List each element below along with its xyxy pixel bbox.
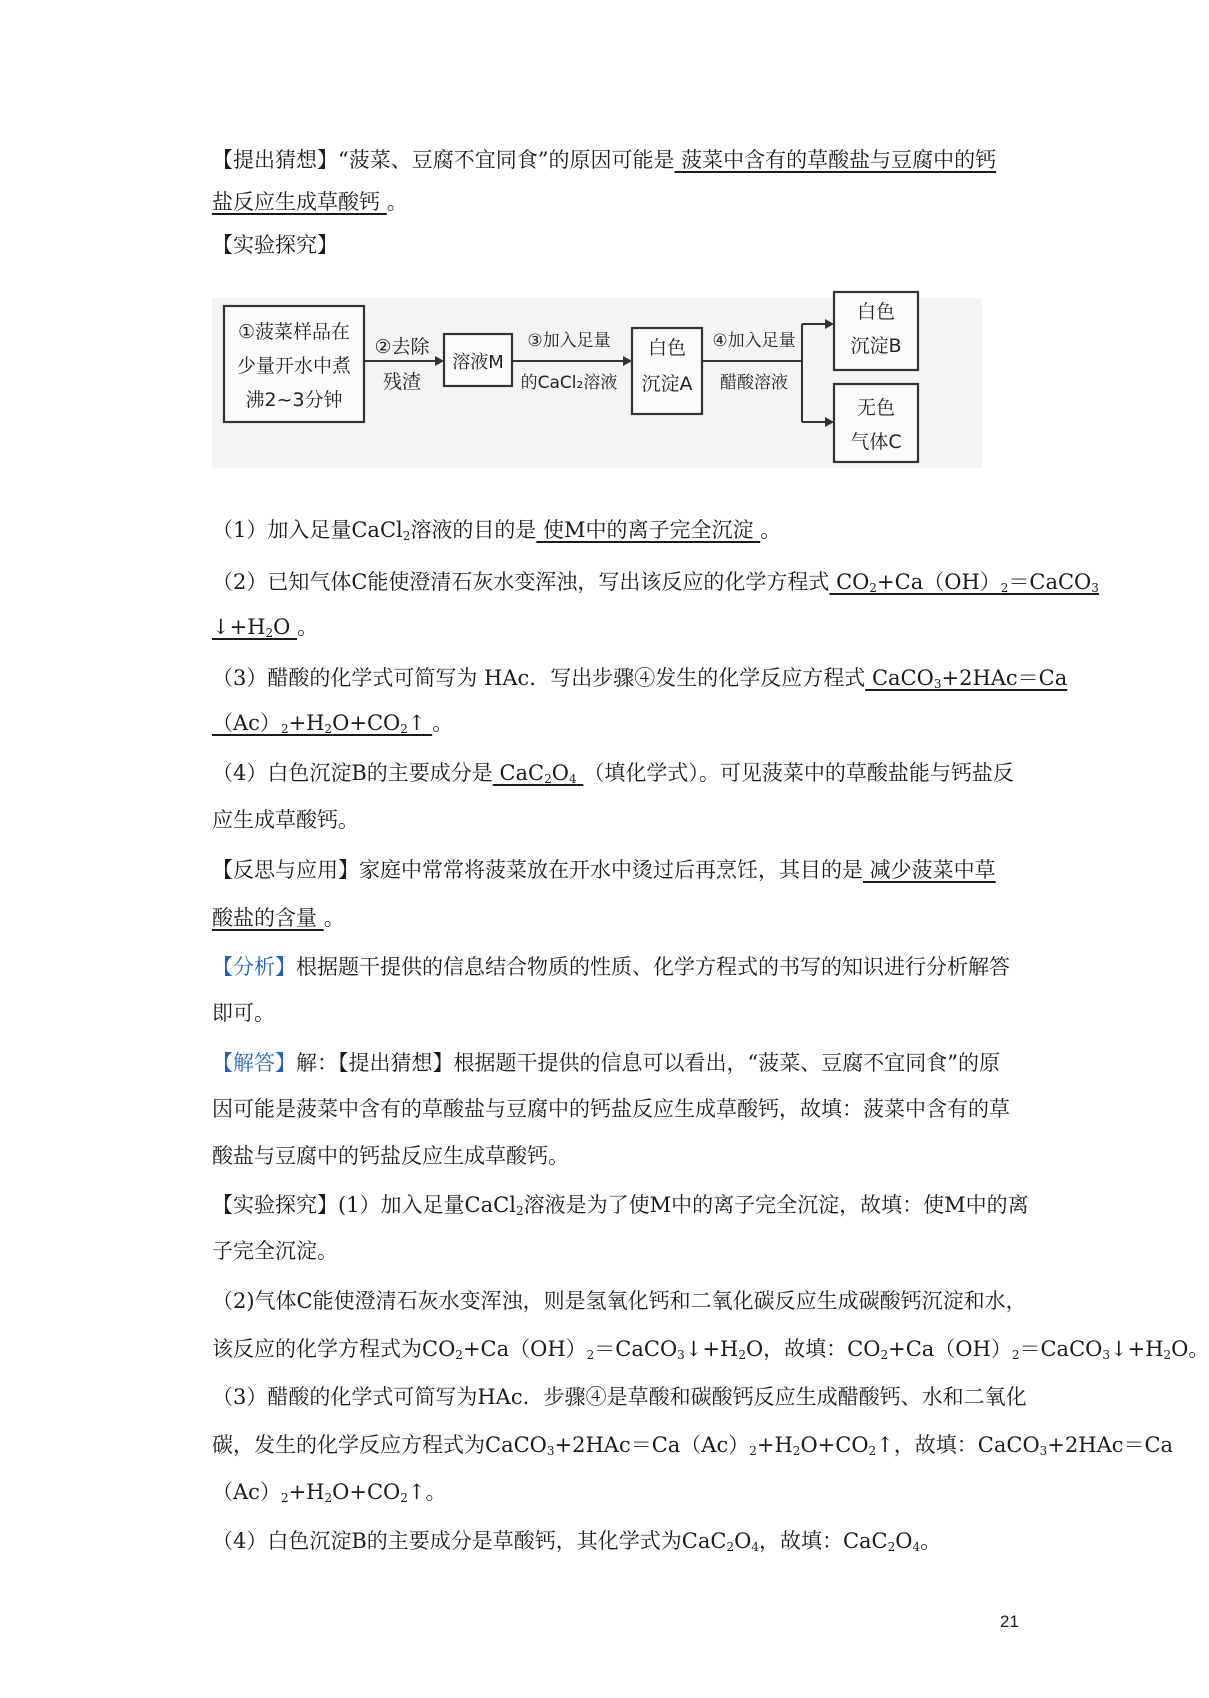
precipitate-b-line-1: 白色	[856, 301, 896, 323]
solution-3-line-2	[212, 1430, 1173, 1460]
subscript: 2	[1163, 1348, 1172, 1362]
solution-3-line-3	[212, 1477, 447, 1507]
subscript: 2	[455, 1348, 463, 1362]
q4-answer-part: CaC	[492, 761, 545, 785]
solution-text: （Ac）	[212, 1480, 281, 1504]
punctuation: 。	[760, 518, 782, 542]
solution-text: ↑。	[407, 1480, 447, 1504]
punctuation: 。	[386, 190, 408, 214]
solution-text: ↓+H	[1110, 1337, 1164, 1361]
experiment-label: 【实验探究】	[212, 233, 338, 257]
solution-text: +2HAc＝Ca	[1047, 1433, 1174, 1457]
subscript: 2	[792, 1444, 801, 1458]
step3-top-label: ③加入足量	[527, 331, 611, 351]
q4-text: （4）白色沉淀B的主要成分是	[212, 761, 493, 785]
solution-text: O	[895, 1529, 913, 1553]
gas-c-line-2: 气体C	[850, 431, 902, 453]
solution-text: +H	[288, 1480, 325, 1504]
solution-text: 解：【提出猜想】根据题干提供的信息可以看出，“菠菜、豆腐不宜同食”的原	[296, 1051, 1000, 1075]
q3-answer-part: O+CO	[332, 711, 401, 735]
step1-line-1: ①菠菜样品在	[237, 321, 351, 343]
solution-exp-1	[212, 1190, 1029, 1220]
question-2-line-2	[212, 612, 318, 642]
question-3-line-1	[212, 663, 1067, 693]
subscript: 2	[887, 1540, 896, 1554]
subscript: 3	[1091, 581, 1099, 595]
step2-line-1: ②去除	[374, 336, 430, 358]
analysis-text: 根据题干提供的信息结合物质的性质、化学方程式的书写的知识进行分析解答	[296, 955, 1010, 979]
q2-answer-cont	[212, 615, 297, 639]
q3-text: （3）醋酸的化学式可简写为 HAc．写出步骤④发生的化学反应方程式	[212, 666, 866, 690]
solution-line-2: 因可能是菠菜中含有的草酸盐与豆腐中的钙盐反应生成草酸钙，故填：菠菜中含有的草	[212, 1097, 1010, 1121]
solution-2-line-1: （2)气体C能使澄清石灰水变浑浊，则是氢氧化钙和二氧化碳反应生成碳酸钙沉淀和水，	[212, 1289, 1027, 1313]
q2-text: （2）已知气体C能使澄清石灰水变浑浊，写出该反应的化学方程式	[212, 570, 830, 594]
subscript: 2	[324, 722, 333, 736]
q1-text: （1）加入足量CaCl	[212, 518, 403, 542]
solution-text: ＝CaCO	[594, 1337, 678, 1361]
solution-text: O+CO	[332, 1480, 401, 1504]
solution-line-1	[212, 1048, 1000, 1078]
subscript: 2	[1011, 1348, 1020, 1362]
q2-answer	[829, 570, 1098, 594]
q3-answer-part: （Ac）	[212, 711, 281, 735]
hypothesis-text: “菠菜、豆腐不宜同食”的原因可能是	[338, 148, 675, 172]
subscript: 2	[280, 722, 289, 736]
reflection-line-1	[212, 855, 996, 885]
solution-text: O	[734, 1529, 752, 1553]
question-3-line-2	[212, 708, 453, 738]
solution-text: ＝CaCO	[1019, 1337, 1103, 1361]
solution-text: ，故填：CaC	[758, 1529, 888, 1553]
subscript: 4	[912, 1540, 921, 1554]
solution-text: 该反应的化学方程式为CO	[212, 1337, 456, 1361]
reflection-line-2	[212, 903, 345, 933]
punctuation: 。	[297, 615, 319, 639]
section-label: 【提出猜想】	[212, 148, 338, 172]
subscript: 3	[677, 1348, 685, 1362]
reflection-text: 【反思与应用】家庭中常常将菠菜放在开水中烫过后再烹饪，其目的是	[212, 858, 863, 882]
question-1	[212, 515, 781, 545]
subscript: 2	[265, 626, 274, 640]
q4-text-2: （填化学式）。可见菠菜中的草酸盐能与钙盐反	[583, 761, 1014, 785]
step4-top-label: ④加入足量	[712, 331, 796, 351]
page-number: 21	[1000, 1612, 1019, 1631]
q1-answer: 使M中的离子完全沉淀	[536, 518, 761, 542]
hypothesis-line-1	[212, 145, 996, 175]
subscript: 2	[402, 529, 411, 543]
step1-line-3: 沸2~3分钟	[245, 389, 343, 411]
analysis-label: 【分析】	[212, 955, 296, 979]
solution-text: +H	[756, 1433, 793, 1457]
subscript: 2	[726, 1540, 735, 1554]
solution-text: O+CO	[800, 1433, 869, 1457]
step2-line-2: 残渣	[382, 371, 422, 393]
solution-text: +Ca（OH）	[888, 1337, 1012, 1361]
hypothesis-line-2	[212, 187, 408, 217]
gas-c-line-1: 无色	[856, 397, 896, 419]
question-2-line-1	[212, 567, 1099, 597]
precipitate-a-line-2: 沉淀A	[641, 373, 693, 395]
step3-bottom-label: 的CaCl₂溶液	[520, 373, 618, 393]
subscript: 2	[544, 772, 552, 786]
solution-exp-2: 子完全沉淀。	[212, 1239, 338, 1263]
subscript: 4	[569, 772, 577, 786]
solution-text: 碳，发生的化学反应方程式为CaCO	[212, 1433, 547, 1457]
subscript: 2	[868, 1444, 877, 1458]
precipitate-b-line-2: 沉淀B	[850, 335, 902, 357]
solution-text: ↓+H	[684, 1337, 739, 1361]
q3-answer-part: +H	[288, 711, 325, 735]
solution-text: ↑，故填：CaCO	[876, 1433, 1040, 1457]
q2-answer-part: +Ca（OH）	[877, 570, 1001, 594]
q4-answer-part: O	[551, 761, 569, 785]
q2-answer-part: ↓+H	[212, 615, 266, 639]
solution-text: （4）白色沉淀B的主要成分是草酸钙，其化学式为CaC	[212, 1529, 727, 1553]
solution-label: 【解答】	[212, 1051, 296, 1075]
solution-text: +2HAc＝Ca（Ac）	[554, 1433, 750, 1457]
subscript: 2	[280, 1491, 289, 1505]
q3-answer-cont	[212, 711, 432, 735]
subscript: 2	[324, 1491, 333, 1505]
q1-text-2: 溶液的目的是	[410, 518, 537, 542]
experiment-flow-diagram	[212, 298, 982, 468]
question-4-line-1	[212, 758, 1014, 788]
subscript: 2	[749, 1444, 757, 1458]
precipitate-a-line-1: 白色	[647, 337, 687, 359]
q3-answer-part: +2HAc＝Ca	[941, 666, 1068, 690]
solution-4-line-1	[212, 1526, 941, 1556]
question-4-line-2: 应生成草酸钙。	[212, 808, 359, 832]
solution-text: O，故填：CO	[745, 1337, 881, 1361]
subscript: 3	[546, 1444, 555, 1458]
subscript: 2	[400, 722, 408, 736]
solution-text: O。	[1171, 1337, 1209, 1361]
q3-answer	[865, 666, 1067, 690]
q3-answer-part: CaCO	[865, 666, 934, 690]
subscript: 2	[586, 1348, 595, 1362]
reflection-answer: 减少菠菜中草	[863, 858, 996, 882]
subscript: 2	[515, 1204, 524, 1218]
solution-m-label: 溶液M	[452, 352, 504, 373]
solution-text: 【实验探究】(1）加入足量CaCl	[212, 1193, 516, 1217]
subscript: 2	[869, 581, 878, 595]
step4-bottom-label: 醋酸溶液	[720, 373, 788, 393]
subscript: 3	[1039, 1444, 1048, 1458]
solution-text: +Ca（OH）	[462, 1337, 587, 1361]
step1-line-2: 少量开水中煮	[236, 355, 352, 377]
analysis-line-1	[212, 952, 1010, 982]
solution-line-3: 酸盐与豆腐中的钙盐反应生成草酸钙。	[212, 1144, 569, 1168]
solution-3-line-1: （3）醋酸的化学式可简写为HAc．步骤④是草酸和碳酸钙反应生成醋酸钙、水和二氧化	[212, 1385, 1027, 1409]
q2-answer-part: O	[273, 615, 298, 639]
q4-answer	[493, 761, 584, 785]
q3-answer-part: ↑	[407, 711, 433, 735]
subscript: 2	[738, 1348, 746, 1362]
subscript: 2	[400, 1491, 408, 1505]
subscript: 3	[1102, 1348, 1110, 1362]
solution-2-line-2	[212, 1334, 1209, 1364]
subscript: 4	[751, 1540, 759, 1554]
subscript: 2	[1000, 581, 1009, 595]
q2-answer-part: CO	[829, 570, 870, 594]
hypothesis-answer: 菠菜中含有的草酸盐与豆腐中的钙	[674, 148, 997, 172]
q2-answer-part: ＝CaCO	[1008, 570, 1092, 594]
subscript: 3	[933, 677, 942, 691]
punctuation: 。	[323, 906, 345, 930]
subscript: 2	[880, 1348, 889, 1362]
hypothesis-answer-cont: 盐反应生成草酸钙	[212, 190, 387, 214]
solution-text: 溶液是为了使M中的离子完全沉淀，故填：使M中的离	[523, 1193, 1029, 1217]
punctuation: 。	[432, 711, 454, 735]
solution-text: 。	[920, 1529, 942, 1553]
analysis-line-2: 即可。	[212, 1001, 275, 1025]
reflection-answer-cont: 酸盐的含量	[212, 906, 324, 930]
